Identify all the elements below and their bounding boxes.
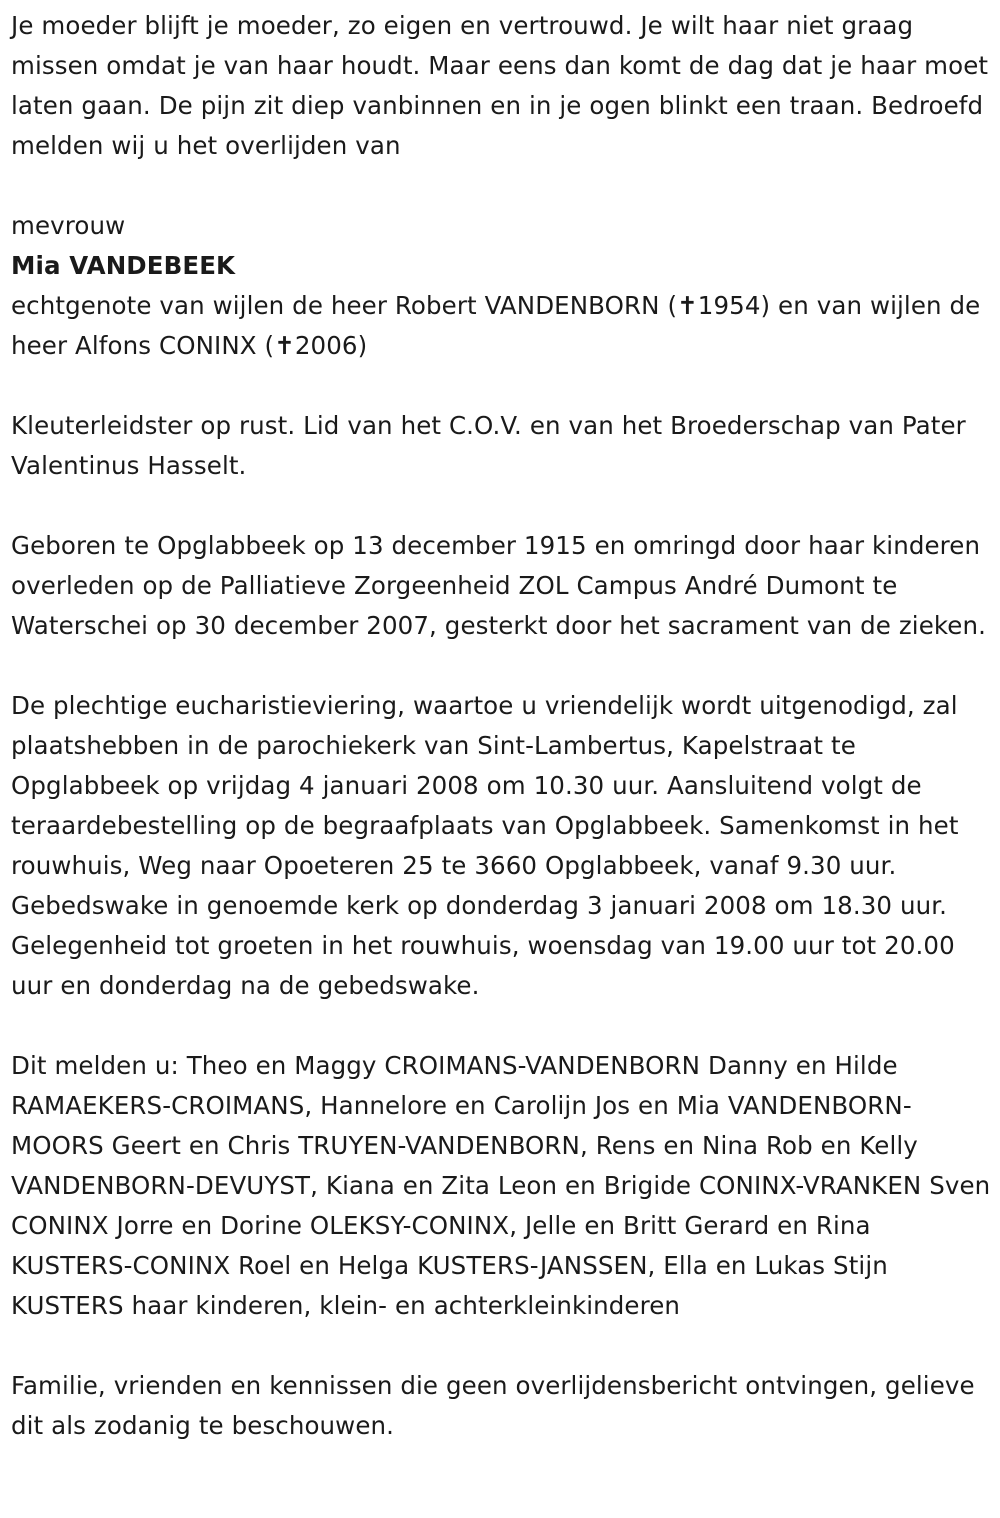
ceremony-paragraph: De plechtige eucharistieviering, waartoe u vriendelijk wordt uitgenodigd, zal plaatshebben in de parochiekerk van Sint-Lambertus, Kapelstraat te Opglabbeek op vrijdag 4 januari 2008 om 10.30 uur. Aansluitend volgt de teraardebestelling op de begraafplaats van Opglabbeek. Samenkomst in het rouwhuis, Weg naar Opoeteren 25 te 3660 Opglabbeek, vanaf 9.30 uur. Gebedswake in genoemde kerk op donderdag 3 januari 2008 om 18.30 uur. Gelegenheid tot groeten in het rouwhuis, woensdag van 19.00 uur tot 20.00 uur en donderdag na de gebedswake. bbox=[11, 691, 959, 1000]
occupation-paragraph: Kleuterleidster op rust. Lid van het C.O.V. en van het Broederschap van Pater Valentinus Hasselt. bbox=[11, 411, 966, 480]
birth-death-paragraph: Geboren te Opglabbeek op 13 december 1915 en omringd door haar kinderen overleden op de Palliatieve Zorgeenheid ZOL Campus André Dumont te Waterschei op 30 december 2007, gesterkt door het sacrament van de zieken. bbox=[11, 531, 986, 640]
honorific-title: mevrouw bbox=[11, 211, 126, 240]
intro-paragraph: Je moeder blijft je moeder, zo eigen en vertrouwd. Je wilt haar niet graag missen omdat je van haar houdt. Maar eens dan komt de dag dat je haar moet laten gaan. De pijn zit diep vanbinnen en in je ogen blinkt een traan. Bedroefd melden wij u het overlijden van bbox=[11, 11, 989, 160]
family-paragraph: Dit melden u: Theo en Maggy CROIMANS-VANDENBORN Danny en Hilde RAMAEKERS-CROIMANS, Hannelore en Carolijn Jos en Mia VANDENBORN-MOORS Geert en Chris TRUYEN-VANDENBORN, Rens en Nina Rob en Kelly VANDENBORN-DEVUYST, Kiana en Zita Leon en Brigide CONINX-VRANKEN Sven CONINX Jorre en Dorine OLEKSY-CONINX, Jelle en Britt Gerard en Rina KUSTERS-CONINX Roel en Helga KUSTERS-JANSSEN, Ella en Lukas Stijn KUSTERS haar kinderen, klein- en achterkleinkinderen bbox=[11, 1051, 991, 1320]
deceased-name: Mia VANDEBEEK bbox=[11, 251, 236, 280]
spouse-paragraph: echtgenote van wijlen de heer Robert VANDENBORN (✝1954) en van wijlen de heer Alfons CONINX (✝2006) bbox=[11, 291, 981, 360]
closing-paragraph: Familie, vrienden en kennissen die geen overlijdensbericht ontvingen, gelieve dit als zodanig te beschouwen. bbox=[11, 1371, 975, 1440]
obituary-document bbox=[11, 6, 996, 1446]
